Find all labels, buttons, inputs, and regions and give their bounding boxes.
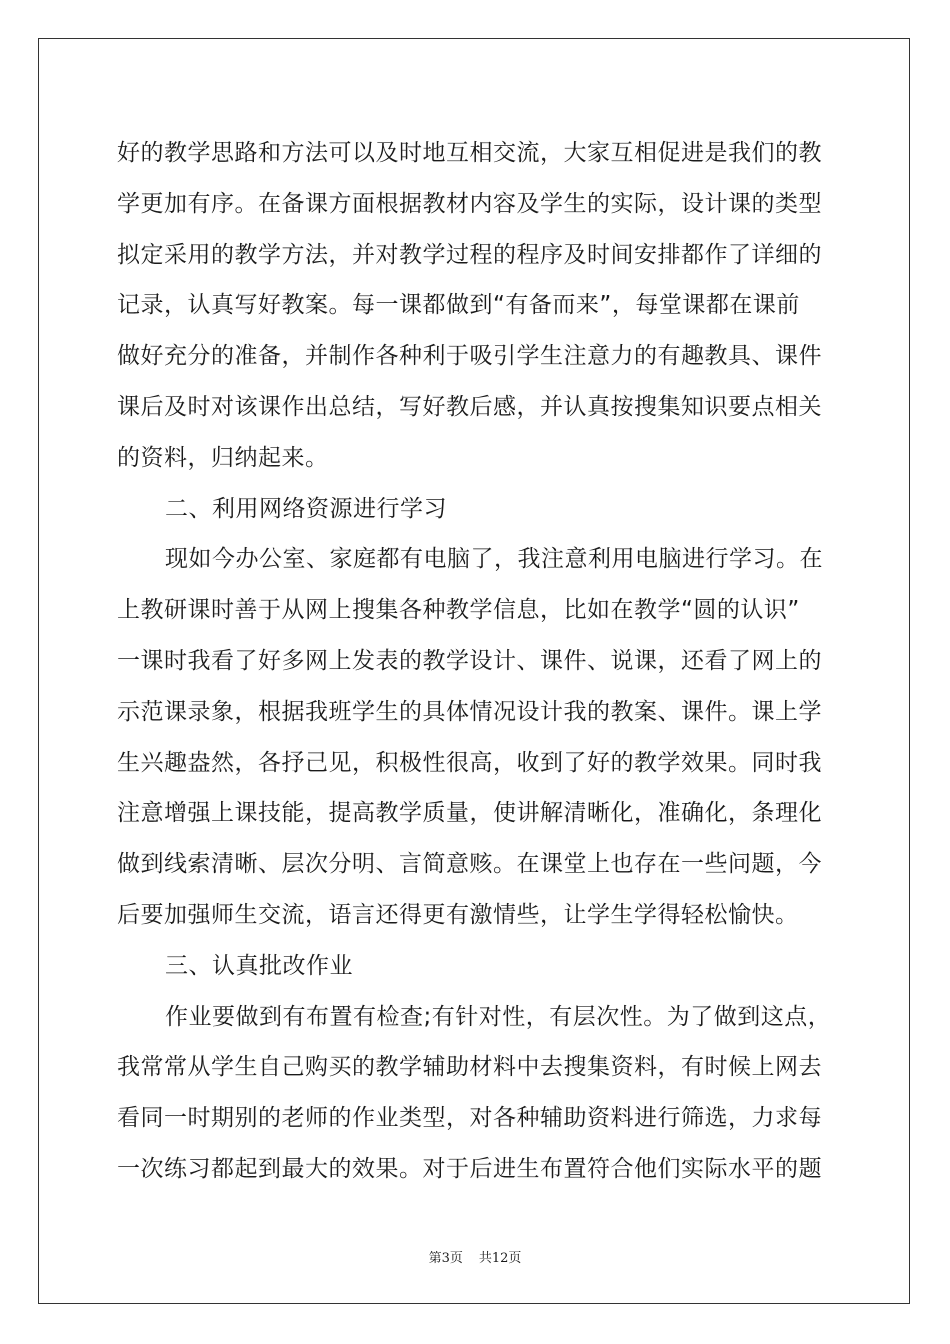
text-line: 做好充分的准备，并制作各种利于吸引学生注意力的有趣教具、课件 (117, 343, 822, 370)
text-line: 拟定采用的教学方法，并对教学过程的程序及时间安排都作了详细的 (117, 241, 822, 268)
text-line: 一课时我看了好多网上发表的教学设计、课件、说课，还看了网上的 (117, 647, 822, 674)
text-line: 后要加强师生交流，语言还得更有激情些，让学生学得轻松愉快。 (117, 901, 799, 928)
text-line: 生兴趣盎然，各抒己见，积极性很高，收到了好的教学效果。同时我 (117, 749, 822, 776)
text-line: 我常常从学生自己购买的教学辅助材料中去搜集资料，有时候上网去 (117, 1054, 822, 1081)
text-line: 的资料，归纳起来。 (117, 444, 329, 471)
text-line: 看同一时期别的老师的作业类型，对各种辅助资料进行筛选，力求每 (117, 1105, 822, 1132)
page-number: 第3页 (428, 1251, 463, 1266)
text-line: 上教研课时善于从网上搜集各种教学信息，比如在教学“圆的认识” (117, 597, 800, 624)
text-line: 课后及时对该课作出总结，写好教后感，并认真按搜集知识要点相关 (117, 393, 822, 420)
text-line: 做到线索清晰、层次分明、言简意赅。在课堂上也存在一些问题，今 (117, 851, 822, 878)
text-line: 示范课录象，根据我班学生的具体情况设计我的教案、课件。课上学 (117, 698, 822, 725)
page-total: 共12页 (478, 1251, 522, 1266)
document-body (117, 128, 833, 1195)
page-footer (0, 1247, 950, 1266)
text-line: 记录，认真写好教案。每一课都做到“有备而来”，每堂课都在课前 (117, 292, 800, 319)
text-line: 作业要做到有布置有检查;有针对性，有层次性。为了做到这点， (165, 1003, 832, 1030)
section-heading: 二、利用网络资源进行学习 (165, 495, 447, 522)
text-line: 学更加有序。在备课方面根据教材内容及学生的实际，设计课的类型 (117, 190, 822, 217)
section-heading: 三、认真批改作业 (165, 952, 353, 979)
text-line: 现如今办公室、家庭都有电脑了，我注意利用电脑进行学习。在 (165, 546, 823, 573)
text-line: 注意增强上课技能，提高教学质量，使讲解清晰化，准确化，条理化 (117, 800, 822, 827)
text-line: 好的教学思路和方法可以及时地互相交流，大家互相促进是我们的教 (117, 140, 822, 166)
text-line: 一次练习都起到最大的效果。对于后进生布置符合他们实际水平的题 (117, 1155, 822, 1182)
